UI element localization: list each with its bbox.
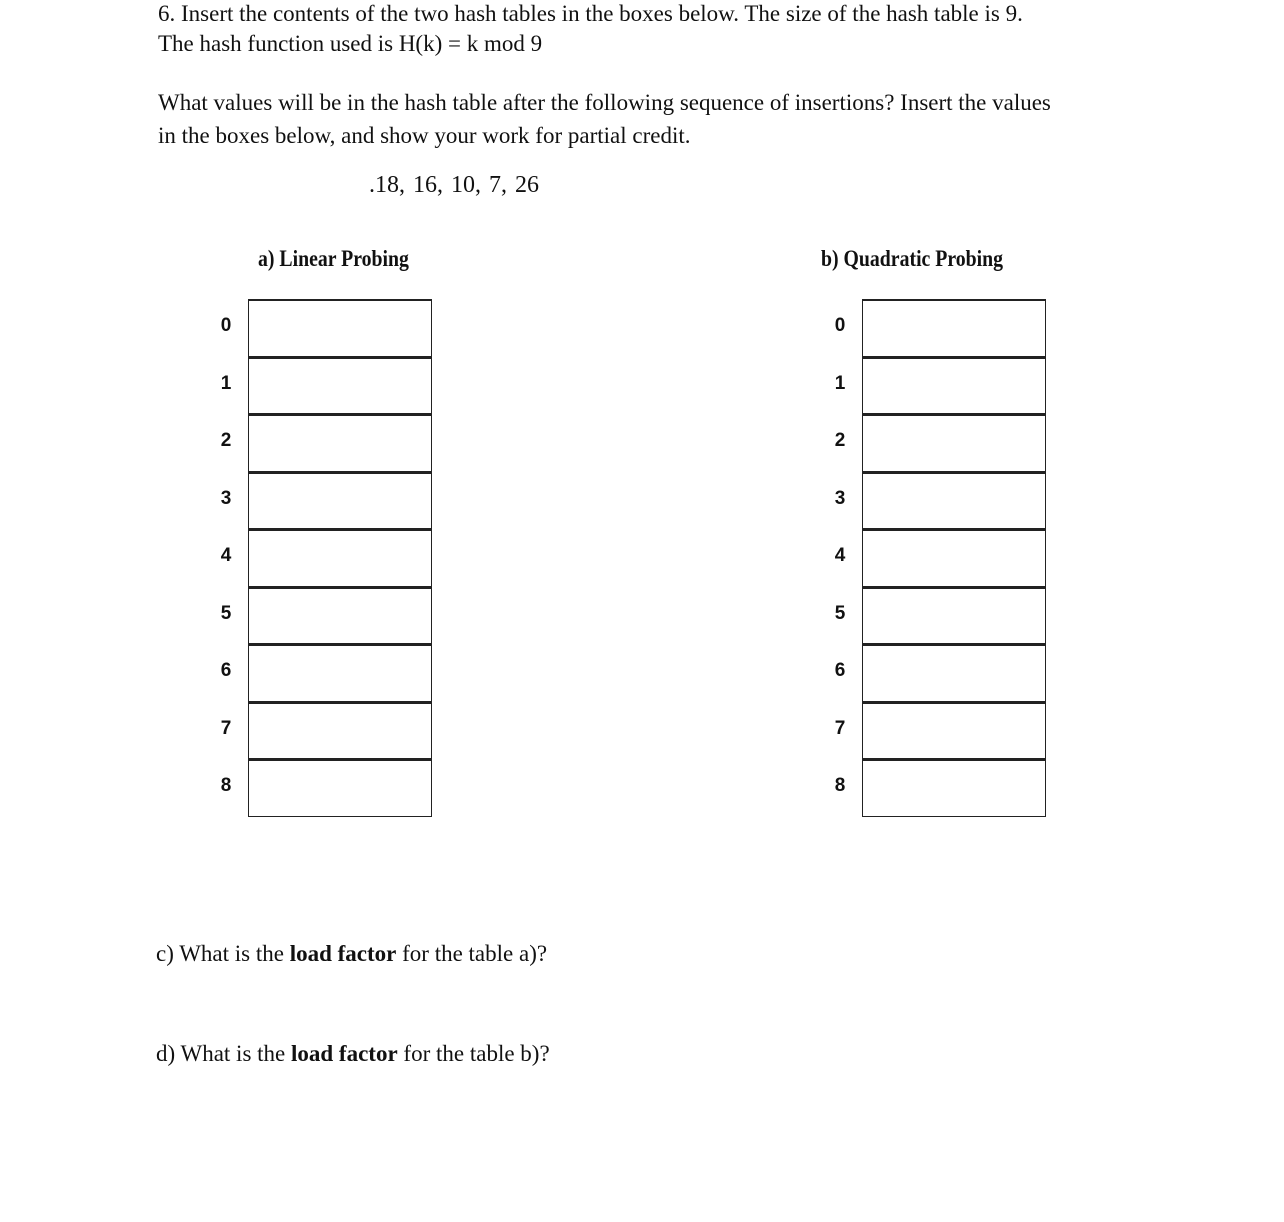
question-line-3: What values will be in the hash table after the following sequence of insertions? Insert the values: [158, 90, 1051, 115]
question-c: [156, 941, 547, 967]
slot-box[interactable]: [862, 587, 1046, 645]
slot-box[interactable]: [248, 702, 432, 760]
slot-index: 7: [834, 717, 846, 739]
question-c-bold: load factor: [289, 941, 397, 966]
slot-index: 6: [220, 660, 232, 681]
slot-index: 0: [220, 315, 232, 336]
slot-box[interactable]: [862, 759, 1046, 817]
question-c-pre: c) What is the: [156, 941, 290, 966]
question-d-post: for the table b)?: [397, 1041, 550, 1066]
slot-box[interactable]: [248, 759, 432, 817]
slot-index: 7: [220, 717, 232, 739]
slot-box[interactable]: [248, 529, 432, 587]
slot-box[interactable]: [248, 587, 432, 645]
slot-index: 3: [834, 487, 846, 509]
question-line-1: 6. Insert the contents of the two hash tables in the boxes below. The size of the hash table is 9.: [158, 1, 1023, 26]
slot-index: 4: [834, 545, 846, 566]
slot-index: 8: [220, 775, 232, 796]
slot-index: 2: [220, 430, 232, 451]
slot-box[interactable]: [862, 644, 1046, 702]
slot-box[interactable]: [862, 529, 1046, 587]
question-line-2: The hash function used is H(k) = k mod 9: [158, 31, 543, 56]
slot-index: 5: [834, 602, 846, 624]
slot-box[interactable]: [862, 702, 1046, 760]
slot-box[interactable]: [862, 299, 1046, 357]
slot-box[interactable]: [248, 644, 432, 702]
question-c-post: for the table a)?: [396, 941, 548, 966]
table-a-title: a) Linear Probing: [258, 246, 409, 271]
table-b-title: b) Quadratic Probing: [821, 246, 1004, 271]
question-d-pre: d) What is the: [156, 1041, 291, 1066]
slot-index: 1: [834, 372, 846, 394]
question-d: [156, 1041, 550, 1067]
question-line-4: in the boxes below, and show your work for partial credit.: [158, 123, 691, 148]
slot-index: 6: [834, 660, 846, 681]
slot-box[interactable]: [862, 472, 1046, 530]
slot-index: 1: [220, 372, 232, 394]
slot-index: 2: [834, 430, 846, 451]
slot-box[interactable]: [248, 357, 432, 415]
slot-index: 0: [834, 315, 846, 336]
slot-box[interactable]: [862, 357, 1046, 415]
slot-index: 5: [220, 602, 232, 624]
slot-index: 4: [220, 545, 232, 566]
slot-box[interactable]: [248, 472, 432, 530]
slot-box[interactable]: [248, 414, 432, 472]
slot-box[interactable]: [248, 299, 432, 357]
slot-index: 8: [834, 775, 846, 796]
slot-box[interactable]: [862, 414, 1046, 472]
question-d-bold: load factor: [291, 1041, 398, 1066]
slot-index: 3: [220, 487, 232, 509]
insertion-sequence: .18, 16, 10, 7, 26: [369, 172, 539, 198]
